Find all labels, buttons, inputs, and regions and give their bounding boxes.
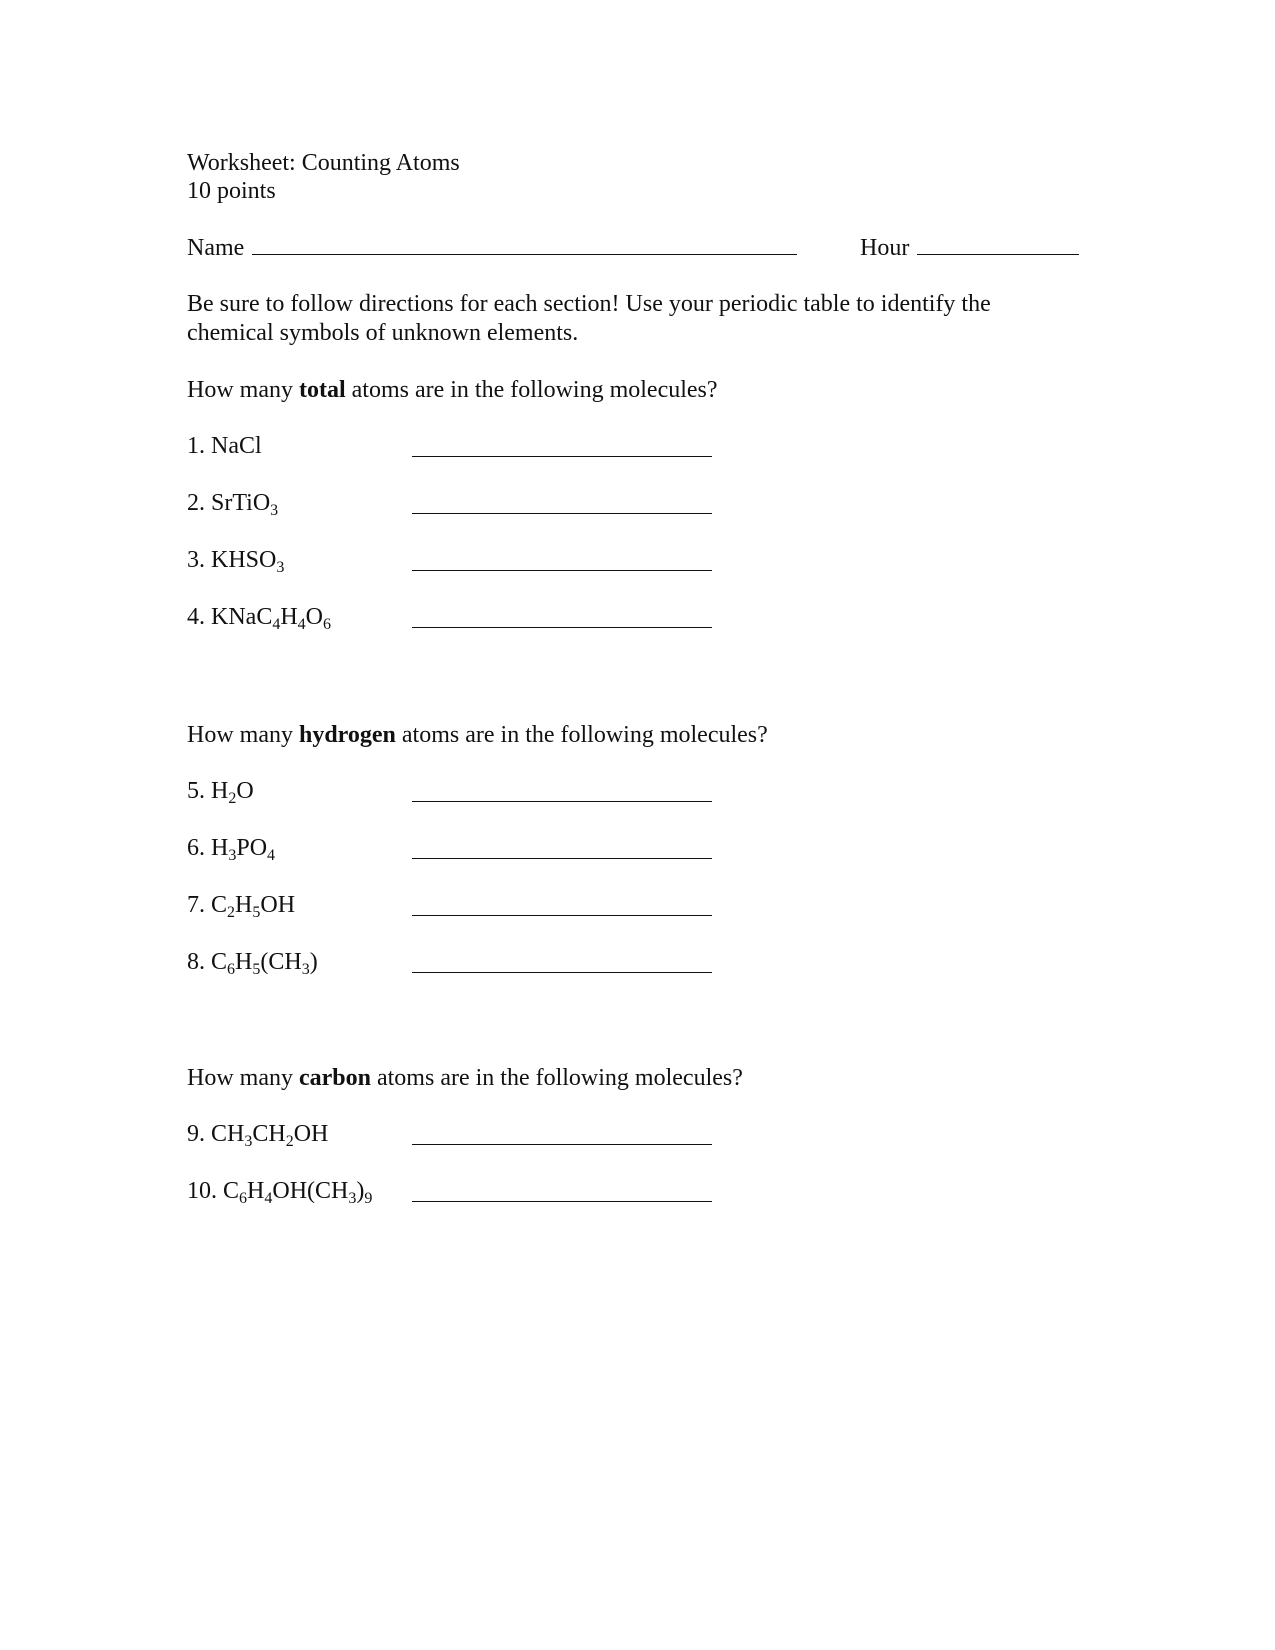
formula-subscript: 4: [264, 1190, 273, 1207]
formula-subscript: 5: [252, 904, 261, 921]
formula-subscript: 4: [297, 616, 306, 633]
heading-text: How many: [187, 722, 299, 748]
question-number: 3.: [187, 547, 211, 573]
formula-text: SrTiO: [211, 490, 271, 516]
formula-text: O: [236, 778, 254, 804]
formula-text: ): [356, 1178, 365, 1204]
name-row: [187, 236, 797, 260]
name-label: Name: [187, 235, 245, 261]
chemical-formula: [211, 604, 332, 633]
formula-subscript: 9: [364, 1190, 373, 1207]
formula-subscript: 2: [285, 1133, 294, 1150]
name-field[interactable]: [252, 253, 797, 255]
question-item: [187, 835, 276, 864]
formula-subscript: 5: [252, 961, 261, 978]
formula-text: H: [235, 892, 253, 918]
chemical-formula: [211, 949, 318, 978]
chemical-formula: [211, 835, 276, 864]
answer-blank[interactable]: [412, 456, 712, 457]
formula-subscript: 4: [267, 847, 276, 864]
section-heading: [187, 378, 718, 402]
question-number: 4.: [187, 604, 211, 630]
section-heading: [187, 723, 768, 747]
question-number: 9.: [187, 1121, 211, 1147]
heading-emphasis: carbon: [298, 1065, 371, 1091]
hour-label: Hour: [860, 235, 910, 261]
formula-text: (CH: [260, 949, 302, 975]
formula-text: KNaC: [211, 604, 273, 630]
formula-text: C: [211, 892, 228, 918]
question-item: [187, 547, 285, 576]
answer-blank[interactable]: [412, 627, 712, 628]
formula-subscript: 3: [270, 502, 279, 519]
question-number: 5.: [187, 778, 211, 804]
heading-text: atoms are in the following molecules?: [395, 722, 768, 748]
formula-subscript: 6: [323, 616, 332, 633]
answer-blank[interactable]: [412, 801, 712, 802]
heading-emphasis: total: [298, 377, 346, 403]
answer-blank[interactable]: [412, 1144, 712, 1145]
formula-text: O: [305, 604, 324, 630]
formula-subscript: 4: [272, 616, 281, 633]
worksheet-title: Worksheet: Counting Atoms: [187, 150, 460, 176]
question-item: [187, 434, 262, 458]
answer-blank[interactable]: [412, 858, 712, 859]
question-number: 8.: [187, 949, 211, 975]
chemical-formula: [211, 778, 254, 807]
formula-subscript: 2: [227, 904, 236, 921]
question-item: [187, 1121, 329, 1150]
answer-blank[interactable]: [412, 570, 712, 571]
question-item: [187, 892, 296, 921]
answer-blank[interactable]: [412, 972, 712, 973]
question-number: 2.: [187, 490, 211, 516]
question-item: [187, 778, 254, 807]
formula-subscript: 3: [348, 1190, 357, 1207]
answer-blank[interactable]: [412, 1201, 712, 1202]
formula-text: H: [211, 835, 229, 861]
formula-subscript: 2: [228, 790, 237, 807]
section-heading: [187, 1066, 743, 1090]
chemical-formula: [211, 547, 285, 576]
question-item: [187, 949, 318, 978]
formula-text: PO: [236, 835, 268, 861]
hour-field[interactable]: [917, 253, 1079, 255]
formula-subscript: 3: [276, 559, 285, 576]
formula-text: CH: [211, 1121, 245, 1147]
question-item: [187, 490, 279, 519]
heading-text: How many: [187, 1065, 299, 1091]
formula-text: H: [211, 778, 229, 804]
points-label: 10 points: [187, 178, 276, 204]
formula-subscript: 6: [227, 961, 236, 978]
formula-text: NaCl: [211, 433, 262, 459]
formula-text: C: [223, 1178, 240, 1204]
formula-subscript: 3: [228, 847, 237, 864]
formula-text: H: [280, 604, 298, 630]
formula-text: H: [235, 949, 253, 975]
chemical-formula: [223, 1178, 373, 1207]
answer-blank[interactable]: [412, 915, 712, 916]
chemical-formula: [211, 433, 262, 459]
question-item: [187, 604, 332, 633]
formula-text: OH(CH: [272, 1178, 349, 1204]
heading-text: atoms are in the following molecules?: [370, 1065, 743, 1091]
heading-text: atoms are in the following molecules?: [345, 377, 718, 403]
instructions-line-2: chemical symbols of unknown elements.: [187, 320, 579, 346]
formula-text: KHSO: [211, 547, 277, 573]
heading-emphasis: hydrogen: [298, 722, 396, 748]
heading-text: How many: [187, 377, 299, 403]
chemical-formula: [211, 490, 279, 519]
question-number: 1.: [187, 433, 211, 459]
instructions-line-1: Be sure to follow directions for each section! Use your periodic table to identify the: [187, 291, 991, 317]
hour-row: [860, 236, 1079, 260]
formula-subscript: 3: [244, 1133, 253, 1150]
chemical-formula: [211, 1121, 329, 1150]
question-item: [187, 1178, 373, 1207]
formula-text: CH: [252, 1121, 286, 1147]
formula-subscript: 3: [301, 961, 310, 978]
question-number: 6.: [187, 835, 211, 861]
formula-text: H: [247, 1178, 265, 1204]
formula-text: ): [309, 949, 318, 975]
formula-text: OH: [293, 1121, 329, 1147]
question-number: 10.: [187, 1178, 223, 1204]
chemical-formula: [211, 892, 296, 921]
answer-blank[interactable]: [412, 513, 712, 514]
formula-subscript: 6: [239, 1190, 248, 1207]
question-number: 7.: [187, 892, 211, 918]
formula-text: C: [211, 949, 228, 975]
formula-text: OH: [260, 892, 296, 918]
